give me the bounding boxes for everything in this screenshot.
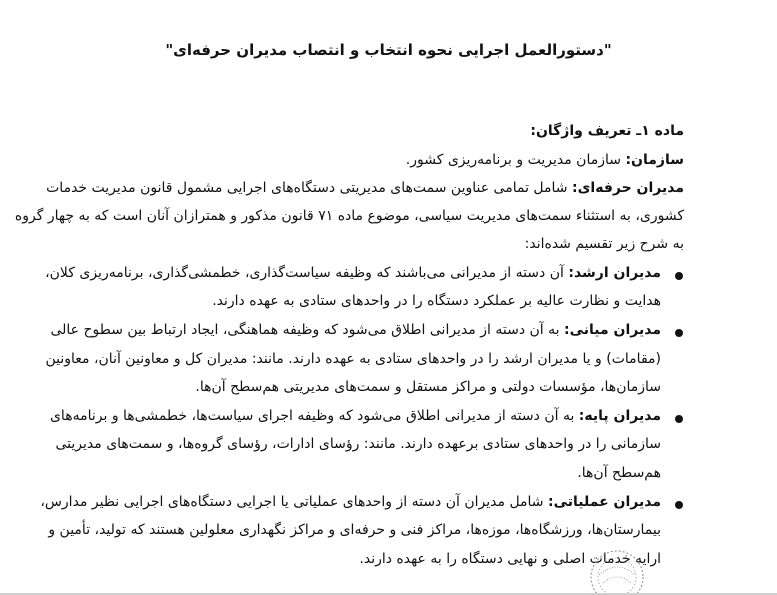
term-middle-managers: مدیران میانی: xyxy=(563,322,661,338)
bullet-base-line-2: سازمانی را در واحدهای ستادی برعهده دارند. مانند: رؤسای ادارات، رؤسای گروه‌ها، و سمت‌های مدیریتی xyxy=(55,436,661,452)
term-base-managers: مدیران پایه: xyxy=(578,408,661,424)
official-stamp xyxy=(585,545,645,595)
bullet-marker xyxy=(675,272,683,280)
definition-organization-text: سازمان مدیریت و برنامه‌ریزی کشور. xyxy=(405,152,621,168)
bullet-operational-line-3: ارایه خدمات اصلی و نهایی دستگاه را به عهده دارند. xyxy=(359,551,661,567)
bullet-base-line-3: هم‌سطح آن‌ها. xyxy=(577,465,661,481)
bullet-middle-text-1: به آن دسته از مدیرانی اطلاق می‌شود که وظیفه هماهنگی، ایجاد ارتباط بین سطوح عالی xyxy=(50,322,560,338)
bullet-base-line-1 xyxy=(49,408,661,424)
bullet-senior-line-1 xyxy=(45,265,661,281)
bullet-middle-line-2: (مقامات) و یا مدیران ارشد را در واحدهای ستادی به عهده دارند. مانند: مدیران کل و معاونین آنان، معاونین xyxy=(45,351,661,367)
definition-professional-line-3: به شرح زیر تقسیم شده‌اند: xyxy=(524,236,684,252)
definition-professional-line-2: کشوری، به استثناء سمت‌های مدیریت سیاسی، موضوع ماده ۷۱ قانون مذکور و همترازان آنان است که به چهار گروه xyxy=(14,208,684,224)
bullet-operational-text-1: شامل مدیران آن دسته از واحدهای عملیاتی یا اجرایی دستگاه‌های اجرایی نظیر مدارس، xyxy=(40,494,544,510)
bullet-base-text-1: به آن دسته از مدیرانی اطلاق می‌شود که وظیفه اجرای سیاست‌ها، خطمشی‌ها و برنامه‌های xyxy=(49,408,575,424)
bullet-marker xyxy=(675,415,683,423)
bullet-senior-text-1: آن دسته از مدیرانی می‌باشند که وظیفه سیاست‌گذاری، خطمشی‌گذاری، برنامه‌ریزی کلان، xyxy=(45,265,564,281)
definition-organization xyxy=(406,152,684,168)
bullet-operational-line-2: بیمارستان‌ها، ورزشگاه‌ها، موزه‌ها، مراکز فنی و حرفه‌ای و مراکز نگهداری معلولین هستند که تولید، تأمین و xyxy=(48,522,661,538)
bullet-middle-line-3: سازمان‌ها، مؤسسات دولتی و مراکز مستقل و سمت‌های مدیریتی هم‌سطح آن‌ها. xyxy=(195,379,661,395)
term-operational-managers: مدیران عملیاتی: xyxy=(548,494,661,510)
definition-professional-line-1 xyxy=(46,180,684,196)
bullet-senior-line-2: هدایت و نظارت عالیه بر عملکرد دستگاه را در واحدهای ستادی به عهده دارند. xyxy=(212,293,661,309)
bullet-marker xyxy=(675,501,683,509)
term-senior-managers: مدیران ارشد: xyxy=(568,265,661,281)
section-heading: ماده ۱ـ تعریف واژگان: xyxy=(530,123,684,139)
definition-professional-text-1: شامل تمامی عناوین سمت‌های مدیریتی دستگاه‌های اجرایی مشمول قانون مدیریت خدمات xyxy=(46,180,568,196)
document-title: "دستورالعمل اجرایی نحوه انتخاب و انتصاب مدیران حرفه‌ای" xyxy=(165,41,612,59)
term-professional-managers: مدیران حرفه‌ای: xyxy=(571,180,684,196)
bullet-marker xyxy=(675,329,683,337)
bullet-middle-line-1 xyxy=(50,322,661,338)
bullet-operational-line-1 xyxy=(40,494,661,510)
term-organization: سازمان: xyxy=(625,152,684,168)
